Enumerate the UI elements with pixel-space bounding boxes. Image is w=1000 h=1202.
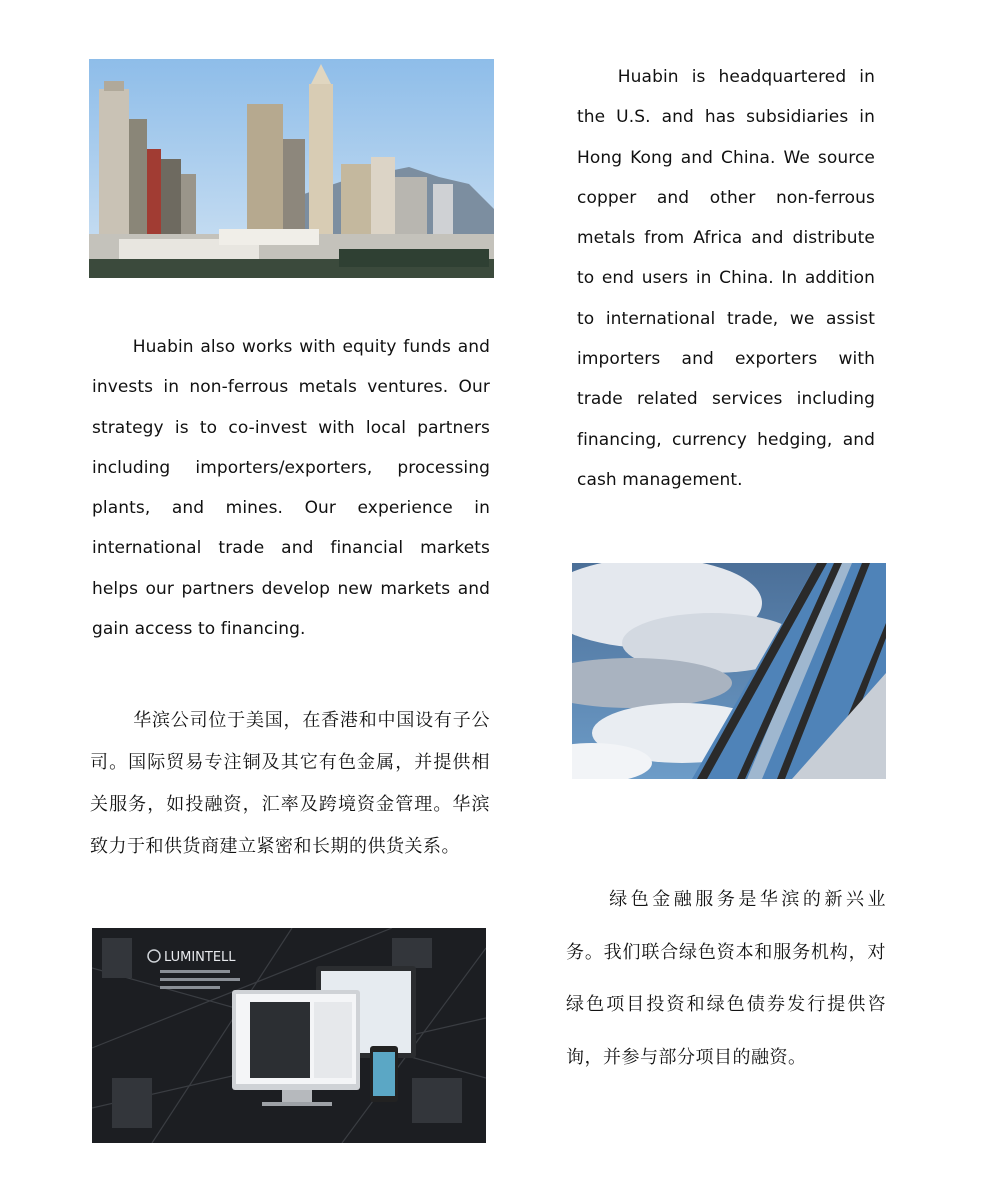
headquarters-paragraph-en: Huabin is headquartered in the U.S. and has subsidiaries in Hong Kong and China. We source copper and other non-ferrous metals from Africa and distribute to end users in China. In addition to international trade, we assist importers and exporters with trade related services including financing, currency hedging, and cash management. — [577, 67, 875, 490]
logo-text: LUMINTELL — [164, 950, 236, 965]
building-photo — [572, 563, 886, 779]
skyline-photo — [89, 59, 494, 278]
headquarters-paragraph-cn: 华滨公司位于美国，在香港和中国设有子公司。国际贸易专注铜及其它有色金属，并提供相关服务，如投融资，汇率及跨境资金管理。华滨致力于和供货商建立紧密和长期的供货关系。 — [90, 710, 490, 857]
devices-image — [92, 928, 486, 1143]
devices-photo — [92, 928, 486, 1143]
green-finance-paragraph-cn: 绿色金融服务是华滨的新兴业务。我们联合绿色资本和服务机构，对绿色项目投资和绿色债券发行提供咨询，并参与部分项目的融资。 — [566, 889, 886, 1068]
skyline-image — [89, 59, 494, 278]
equity-funds-paragraph-en: Huabin also works with equity funds and invests in non-ferrous metals ventures. Our strategy is to co-invest with local partners including importers/exporters, processing plants, and mines. Our experience in international trade and financial markets helps our partners develop new markets and gain access to financing. — [92, 337, 490, 640]
building-image — [572, 563, 886, 779]
